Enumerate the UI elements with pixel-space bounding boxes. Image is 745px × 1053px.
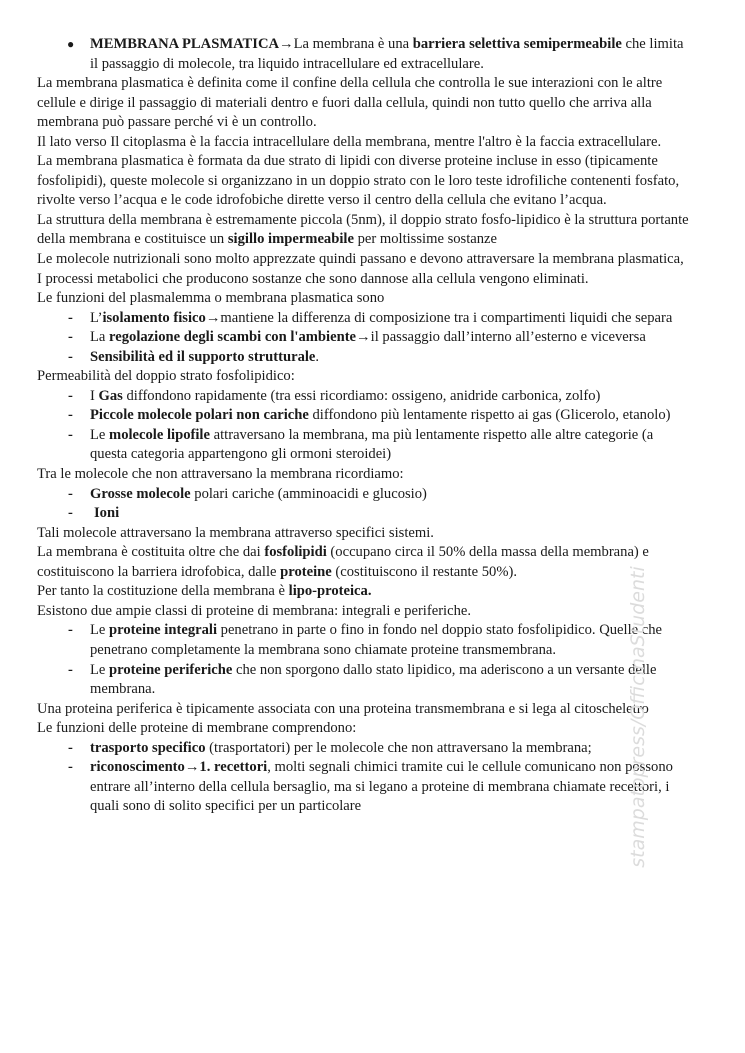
dash-list-item [37,328,693,348]
paragraph [37,524,693,544]
text-run: I processi metabolici che producono sostanze che sono dannose alla cellula vengono eliminati. [37,270,589,287]
text-run: (trasportatori) per le molecole che non attraversano la membrana; [205,739,592,756]
paragraph [37,582,693,602]
text-run: La struttura della membrana è estremamente piccola (5nm), il doppio strato fosfo-lipidico è la struttura portante della membrana e costituisce un [37,211,689,248]
text-run: polari cariche (amminoacidi e glucosio) [190,485,427,502]
paragraph [37,211,693,250]
text-run: L’ [90,309,103,326]
text-run: La membrana plasmatica è formata da due strato di lipidi con diverse proteine incluse in esso (tipicamente fosfolipidi), queste molecole si organizzano in un doppio strato con le loro teste idrofiliche contenenti fosfato, rivolte verso l’acqua e le code idrofobiche dirette verso il centro della cellula che evitano l’acqua. [37,153,680,209]
bold-text: proteine integrali [109,622,217,639]
text-run: La [90,329,110,346]
bold-text: proteine [280,563,332,580]
paragraph [37,250,693,270]
paragraph [37,367,693,387]
dash-list-item [37,661,693,700]
paragraph [37,719,693,739]
paragraph [37,74,693,133]
dash-marker: - [68,739,73,756]
bold-text: isolamento fisico [102,309,206,326]
bold-text: regolazione degli scambi con l'ambiente [109,329,357,346]
text-run: →La membrana è una [279,36,413,52]
dash-list-item [37,758,693,817]
text-run: Tali molecole attraversano la membrana attraverso specifici sistemi. [37,524,434,541]
text-run: →il passaggio dall’interno all’esterno e viceversa [356,329,646,346]
bold-text: trasporto specifico [90,739,206,756]
dash-marker: - [68,387,73,404]
text-run: Le funzioni del plasmalemma o membrana plasmatica sono [37,290,385,307]
bold-text: Grosse molecole [90,485,191,502]
text-run: , molti segnali chimici tramite cui le cellule comunicano non possono entrare all’interno della cellula bersaglio, ma si legano a proteine di membrana chiamate recettori, i quali sono di solito specifici per un particolare [90,759,673,815]
dash-list-item [37,426,693,465]
bold-text: Piccole molecole polari non cariche [90,407,309,424]
bold-text: lipo-proteica. [288,583,372,600]
paragraph [37,152,693,211]
bold-text: riconoscimento→1. recettori [90,759,268,776]
dash-marker: - [68,407,73,424]
dash-list-item [37,504,693,524]
dash-marker: - [68,348,73,365]
text-run: Permeabilità del doppio strato fosfolipidico: [37,368,295,385]
bold-text: MEMBRANA PLASMATICA [90,36,280,52]
text-run: penetrano in parte o fino in fondo nel doppio stato fosfolipidico. Quelle che penetrano completamente la membrana sono chiamate proteine transmembrana. [90,622,662,658]
text-run: (occupano circa il 50% della massa della membrana) e costituiscono la barriera idrofobica, dalle [37,544,649,580]
dash-marker: - [68,485,73,502]
bold-text: sigillo impermeabile [227,231,354,248]
paragraph [37,270,693,290]
text-run: diffondono rapidamente (tra essi ricordiamo: ossigeno, anidride carbonica, zolfo) [122,387,601,404]
paragraph [37,700,693,720]
dash-marker: - [68,329,73,346]
bold-text: molecole lipofile [109,426,210,443]
text-run: Le funzioni delle proteine di membrane comprendono: [37,720,357,737]
paragraph [37,289,693,309]
text-run: Tra le molecole che non attraversano la membrana ricordiamo: [37,466,404,483]
paragraph [37,133,693,153]
dash-marker: - [68,426,73,443]
paragraph [37,543,693,582]
dash-list-item [37,348,693,368]
text-run: che non sporgono dallo stato lipidico, ma aderiscono a un versante delle membrana. [90,661,657,698]
text-run: La membrana è costituita oltre che dai [37,544,265,561]
text-run: diffondono più lentamente rispetto ai gas (Glicerolo, etanolo) [308,407,671,424]
dash-marker: - [68,309,73,326]
text-run: Le [90,426,110,443]
bullet-item [37,35,693,74]
dash-list-item [37,309,693,329]
bold-text: barriera selettiva semipermeabile [412,36,622,52]
paragraph [37,602,693,622]
bold-text: Sensibilità ed il supporto strutturale [90,348,316,365]
dash-marker: - [68,505,73,522]
text-run: Le molecole nutrizionali sono molto apprezzate quindi passano e devono attraversare la membrana plasmatica, [37,251,684,268]
dash-list-item [37,387,693,407]
paragraph [37,465,693,485]
dash-marker: - [68,661,73,678]
bullet-marker: ● [67,37,75,51]
text-run: Esistono due ampie classi di proteine di membrana: integrali e periferiche. [37,602,472,619]
text-run: I [90,387,99,404]
dash-list-item [37,621,693,660]
dash-list-item [37,739,693,759]
document-body [37,35,693,817]
text-run: per moltissime sostanze [353,231,498,248]
text-run: Le [90,661,110,678]
dash-marker: - [68,622,73,639]
dash-marker: - [68,759,73,776]
text-run: Il lato verso Il citoplasma è la faccia intracellulare della membrana, mentre l'altro è la faccia extracellulare. [37,133,662,150]
watermark-text: stampatopress/OfficinaStudenti [627,566,649,868]
bold-text: Gas [98,387,123,404]
bold-text: proteine periferiche [109,661,233,678]
dash-list-item [37,406,693,426]
bold-text: fosfolipidi [264,544,327,561]
text-run: Una proteina periferica è tipicamente associata con una proteina transmembrana e si lega al citoscheletro [37,700,649,717]
text-run: La membrana plasmatica è definita come il confine della cellula che controlla le sue interazioni con le altre cellule e dirige il passaggio di materiali dentro e fuori dalla cellula, quindi non tutto quello che arriva alla membrana può passare perché vi è un controllo. [37,75,663,131]
text-run: attraversano la membrana, ma più lentamente rispetto alle altre categorie (a questa categoria appartengono gli ormoni steroidei) [90,426,654,463]
bold-text: Ioni [94,505,120,522]
dash-list-item [37,485,693,505]
text-run: Le [90,622,110,639]
text-run: →mantiene la differenza di composizione tra i compartimenti liquidi che separa [205,309,673,326]
text-run: (costituiscono il restante 50%). [331,563,517,580]
text-run: Per tanto la costituzione della membrana è [37,583,289,600]
text-run: . [315,348,320,365]
text-run: che limita il passaggio di molecole, tra liquido intracellulare ed extracellulare. [90,36,684,72]
